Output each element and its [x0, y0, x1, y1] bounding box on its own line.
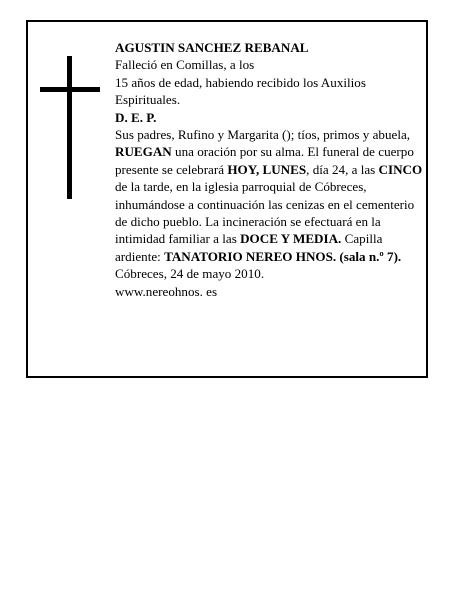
cross-horizontal-bar	[40, 87, 100, 92]
cross-vertical-bar	[67, 56, 72, 199]
request-paragraph	[115, 143, 425, 265]
age-line: 15 años de edad, habiendo recibido los Auxilios Espirituales.	[115, 74, 366, 108]
deceased-name: AGUSTIN SANCHEZ REBANAL	[115, 40, 309, 55]
tanatorio-name: TANATORIO NEREO HNOS. (sala n.º 7).	[164, 248, 402, 264]
notice-text	[115, 39, 425, 300]
doce-y-media: DOCE Y MEDIA.	[240, 231, 342, 247]
request-text-2: , día 24, a las	[306, 161, 379, 177]
place-date: Cóbreces, 24 de mayo 2010.	[115, 266, 265, 282]
ruegan-word: RUEGAN	[115, 144, 172, 160]
hoy-lunes: HOY, LUNES	[227, 161, 307, 177]
dep-line: D. E. P.	[115, 109, 157, 125]
request-text-3: de la tarde, en la iglesia parroquial de Cóbreces, inhumándose a continuación las cenizas en el cementerio de dicho pueblo. La incineración se efectuará en la intimidad familiar a las	[115, 179, 415, 247]
death-line: Falleció en Comillas, a los	[115, 57, 255, 73]
website: www.nereohnos. es	[115, 283, 218, 299]
family-line: Sus padres, Rufino y Margarita (); tíos, primos y abuela,	[115, 127, 411, 143]
request-text-1: una oración por su alma. El funeral de cuerpo presente se celebrará	[115, 144, 414, 177]
cinco-word: CINCO	[378, 161, 423, 177]
obituary-notice	[26, 20, 428, 378]
cross-icon	[40, 56, 100, 199]
request-text-4: Capilla ardiente:	[115, 231, 383, 264]
